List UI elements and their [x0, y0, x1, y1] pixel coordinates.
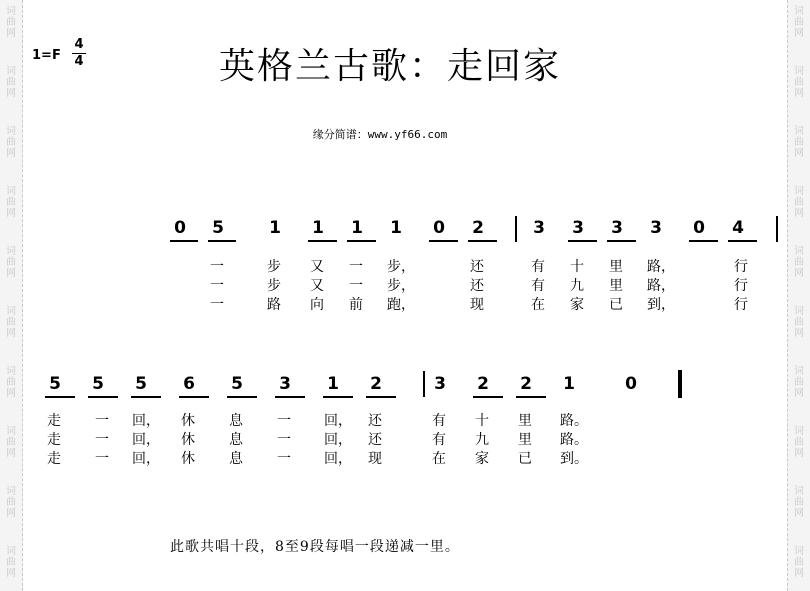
lyric: 有	[531, 278, 545, 294]
watermark-char: 曲	[6, 497, 16, 508]
beam	[429, 240, 458, 242]
lyric: 到。	[560, 451, 588, 467]
lyric: 行	[734, 297, 748, 313]
lyric: 现	[368, 451, 382, 467]
lyric: 步，	[387, 278, 415, 294]
beam	[208, 240, 236, 242]
watermark-char: 网	[794, 148, 804, 159]
barline	[776, 216, 778, 242]
watermark-char: 网	[6, 388, 16, 399]
lyric: 已	[518, 451, 532, 467]
note: 2	[520, 374, 532, 394]
lyric: 有	[432, 432, 446, 448]
lyric: 一	[349, 278, 363, 294]
lyric: 行	[734, 278, 748, 294]
lyric: 息	[229, 413, 243, 429]
note: 3	[611, 218, 623, 238]
lyric: 步，	[387, 259, 415, 275]
lyric: 在	[432, 451, 446, 467]
watermark-mark	[792, 126, 806, 159]
left-watermark-strip	[0, 0, 23, 591]
beam	[473, 396, 503, 398]
lyric: 现	[470, 297, 484, 313]
note: 5	[231, 374, 243, 394]
beam	[347, 240, 376, 242]
watermark-char: 词	[6, 546, 16, 557]
watermark-char: 网	[6, 508, 16, 519]
note: 4	[732, 218, 744, 238]
lyric: 有	[531, 259, 545, 275]
lyric: 回，	[132, 413, 160, 429]
watermark-char: 词	[6, 246, 16, 257]
note: 1	[351, 218, 363, 238]
beam	[179, 396, 209, 398]
watermark-char: 网	[6, 208, 16, 219]
lyric: 一	[277, 451, 291, 467]
lyric: 里	[609, 278, 623, 294]
lyric: 十	[475, 413, 489, 429]
beam	[607, 240, 636, 242]
beam	[275, 396, 305, 398]
note: 2	[370, 374, 382, 394]
beam	[45, 396, 75, 398]
watermark-char: 曲	[6, 197, 16, 208]
watermark-mark	[4, 366, 18, 399]
time-signature-bottom: 4	[74, 54, 84, 69]
watermark-char: 词	[794, 426, 804, 437]
watermark-mark	[792, 546, 806, 579]
watermark-char: 词	[794, 366, 804, 377]
lyric: 里	[518, 432, 532, 448]
watermark-char: 词	[794, 66, 804, 77]
lyric: 还	[470, 278, 484, 294]
note: 3	[533, 218, 545, 238]
watermark-char: 曲	[794, 377, 804, 388]
watermark-char: 曲	[794, 137, 804, 148]
watermark-char: 词	[6, 126, 16, 137]
watermark-char: 网	[794, 388, 804, 399]
watermark-mark	[4, 6, 18, 39]
watermark-char: 曲	[6, 137, 16, 148]
watermark-char: 词	[6, 486, 16, 497]
lyric: 家	[570, 297, 584, 313]
watermark-char: 词	[6, 66, 16, 77]
watermark-char: 词	[794, 306, 804, 317]
lyric: 里	[518, 413, 532, 429]
watermark-char: 曲	[6, 317, 16, 328]
lyric: 还	[368, 432, 382, 448]
lyric: 回，	[324, 413, 352, 429]
lyric: 一	[95, 413, 109, 429]
watermark-char: 网	[794, 208, 804, 219]
beam	[227, 396, 257, 398]
beam	[728, 240, 757, 242]
watermark-char: 词	[794, 126, 804, 137]
watermark-mark	[4, 126, 18, 159]
beam	[689, 240, 718, 242]
beam	[468, 240, 497, 242]
watermark-char: 曲	[6, 377, 16, 388]
lyric: 走	[47, 413, 61, 429]
watermark-char: 网	[6, 448, 16, 459]
note: 2	[477, 374, 489, 394]
lyric: 一	[95, 451, 109, 467]
watermark-char: 网	[6, 568, 16, 579]
watermark-char: 词	[794, 6, 804, 17]
watermark-mark	[792, 426, 806, 459]
lyric: 回，	[324, 451, 352, 467]
watermark-char: 词	[794, 486, 804, 497]
note: 0	[174, 218, 186, 238]
watermark-char: 曲	[794, 197, 804, 208]
beam	[568, 240, 597, 242]
note: 1	[390, 218, 402, 238]
barline	[678, 370, 682, 398]
lyric: 九	[570, 278, 584, 294]
watermark-char: 曲	[794, 437, 804, 448]
lyric: 路。	[560, 432, 588, 448]
watermark-mark	[4, 246, 18, 279]
note: 5	[92, 374, 104, 394]
watermark-char: 网	[6, 328, 16, 339]
time-signature	[72, 38, 86, 69]
lyric: 息	[229, 432, 243, 448]
watermark-char: 曲	[794, 497, 804, 508]
lyric: 已	[609, 297, 623, 313]
lyric: 回，	[324, 432, 352, 448]
watermark-char: 网	[794, 508, 804, 519]
lyric: 又	[310, 278, 324, 294]
watermark-char: 词	[6, 6, 16, 17]
beam	[170, 240, 198, 242]
lyric: 有	[432, 413, 446, 429]
watermark-mark	[4, 306, 18, 339]
note: 0	[433, 218, 445, 238]
lyric: 里	[609, 259, 623, 275]
lyric: 跑，	[387, 297, 415, 313]
watermark-char: 曲	[6, 257, 16, 268]
lyric: 休	[181, 413, 195, 429]
watermark-char: 词	[794, 246, 804, 257]
note: 6	[183, 374, 195, 394]
note: 5	[212, 218, 224, 238]
note: 3	[434, 374, 446, 394]
watermark-char: 词	[794, 546, 804, 557]
lyric: 又	[310, 259, 324, 275]
watermark-mark	[4, 186, 18, 219]
watermark-char: 词	[6, 366, 16, 377]
note: 3	[572, 218, 584, 238]
lyric: 步	[267, 259, 281, 275]
watermark-char: 曲	[794, 557, 804, 568]
lyric: 一	[210, 278, 224, 294]
watermark-mark	[792, 366, 806, 399]
lyric: 一	[95, 432, 109, 448]
watermark-char: 网	[794, 448, 804, 459]
lyric: 走	[47, 432, 61, 448]
watermark-char: 曲	[6, 557, 16, 568]
watermark-char: 网	[6, 268, 16, 279]
watermark-char: 曲	[794, 317, 804, 328]
note: 2	[472, 218, 484, 238]
barline	[515, 216, 517, 242]
lyric: 行	[734, 259, 748, 275]
lyric: 路。	[560, 413, 588, 429]
lyric: 回，	[132, 451, 160, 467]
barline	[423, 371, 425, 397]
watermark-mark	[4, 66, 18, 99]
watermark-char: 网	[794, 568, 804, 579]
watermark-char: 网	[6, 88, 16, 99]
lyric: 步	[267, 278, 281, 294]
watermark-char: 曲	[794, 17, 804, 28]
watermark-mark	[792, 66, 806, 99]
note: 3	[279, 374, 291, 394]
note: 1	[563, 374, 575, 394]
page-title: 英格兰古歌：走回家	[218, 46, 561, 87]
lyric: 到，	[647, 297, 675, 313]
beam	[88, 396, 118, 398]
lyric: 家	[475, 451, 489, 467]
watermark-char: 网	[794, 328, 804, 339]
lyric: 休	[181, 451, 195, 467]
watermark-char: 曲	[794, 77, 804, 88]
watermark-mark	[792, 186, 806, 219]
lyric: 一	[277, 413, 291, 429]
lyric: 还	[470, 259, 484, 275]
note: 1	[312, 218, 324, 238]
lyric: 路	[267, 297, 281, 313]
watermark-mark	[4, 426, 18, 459]
lyric: 路，	[647, 259, 675, 275]
lyric: 九	[475, 432, 489, 448]
watermark-char: 网	[6, 28, 16, 39]
watermark-char: 网	[794, 28, 804, 39]
watermark-mark	[792, 6, 806, 39]
lyric: 在	[531, 297, 545, 313]
note: 0	[625, 374, 637, 394]
watermark-mark	[792, 486, 806, 519]
watermark-char: 词	[794, 186, 804, 197]
watermark-char: 曲	[6, 17, 16, 28]
watermark-char: 曲	[6, 437, 16, 448]
key-signature: 1=F	[32, 48, 61, 63]
lyric: 一	[210, 259, 224, 275]
watermark-char: 词	[6, 306, 16, 317]
watermark-char: 曲	[794, 257, 804, 268]
lyric: 还	[368, 413, 382, 429]
site-credit: 缘分简谱：www.yf66.com	[312, 128, 448, 141]
lyric: 一	[349, 259, 363, 275]
lyric: 一	[210, 297, 224, 313]
beam	[366, 396, 396, 398]
note: 1	[269, 218, 281, 238]
footnote: 此歌共唱十段，8至9段每唱一段递减一里。	[170, 539, 460, 555]
note: 5	[49, 374, 61, 394]
watermark-mark	[4, 486, 18, 519]
lyric: 前	[349, 297, 363, 313]
watermark-mark	[792, 246, 806, 279]
lyric: 走	[47, 451, 61, 467]
lyric: 路，	[647, 278, 675, 294]
lyric: 休	[181, 432, 195, 448]
watermark-char: 网	[6, 148, 16, 159]
watermark-char: 曲	[6, 77, 16, 88]
beam	[308, 240, 337, 242]
beam	[323, 396, 353, 398]
note: 1	[327, 374, 339, 394]
lyric: 十	[570, 259, 584, 275]
note: 3	[650, 218, 662, 238]
watermark-char: 词	[6, 426, 16, 437]
beam	[516, 396, 546, 398]
lyric: 一	[277, 432, 291, 448]
note: 5	[135, 374, 147, 394]
watermark-char: 词	[6, 186, 16, 197]
right-watermark-strip	[787, 0, 810, 591]
beam	[131, 396, 161, 398]
note: 0	[693, 218, 705, 238]
lyric: 息	[229, 451, 243, 467]
watermark-mark	[4, 546, 18, 579]
watermark-mark	[792, 306, 806, 339]
lyric: 回，	[132, 432, 160, 448]
watermark-char: 网	[794, 268, 804, 279]
lyric: 向	[310, 297, 324, 313]
time-signature-top: 4	[74, 37, 84, 52]
watermark-char: 网	[794, 88, 804, 99]
